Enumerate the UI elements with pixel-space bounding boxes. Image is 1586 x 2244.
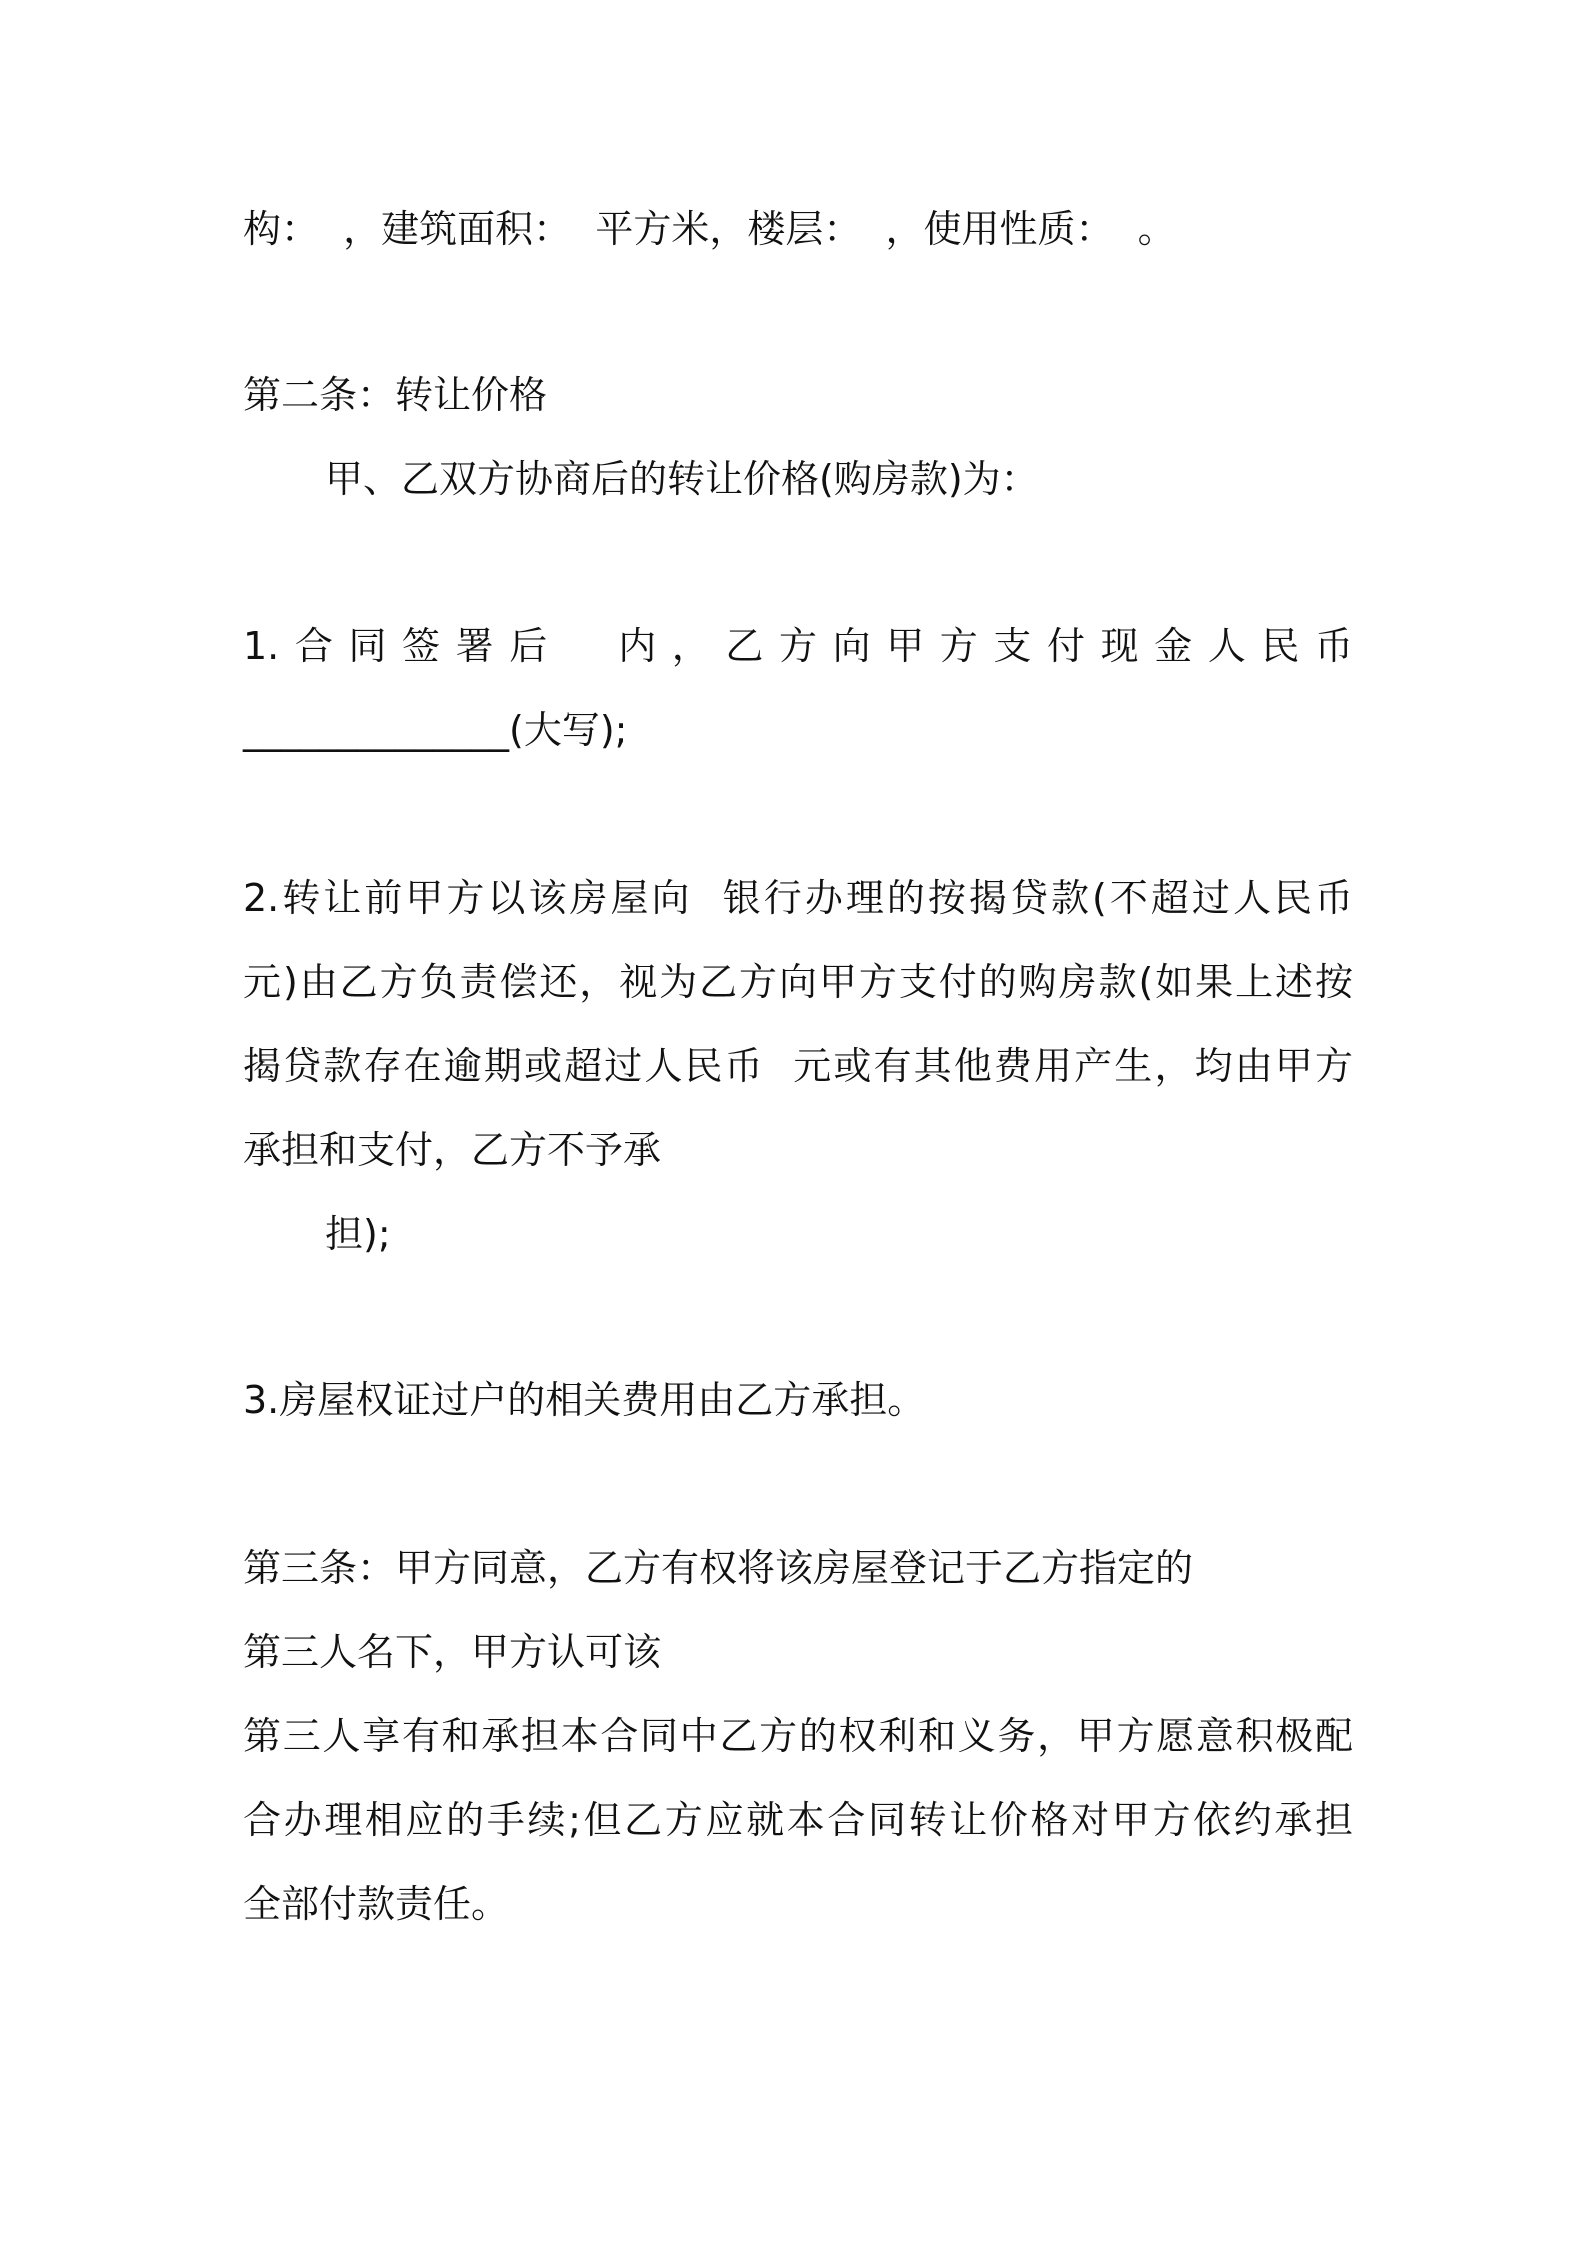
article-3-line-3: 第三人享有和承担本合同中乙方的权利和义务，甲方愿意积极配 <box>243 1714 1353 1758</box>
clause-2-line-5: 担); <box>325 1212 391 1256</box>
article-3-line-4: 合办理相应的手续;但乙方应就本合同转让价格对甲方依约承担 <box>243 1798 1353 1842</box>
clause-1-line-1: 1.合同签署后 内，乙方向甲方支付现金人民币 <box>243 624 1353 668</box>
text-line-structure-area: 构： ，建筑面积： 平方米，楼层： ，使用性质： 。 <box>243 207 1176 251</box>
clause-2-line-2: 元)由乙方负责偿还，视为乙方向甲方支付的购房款(如果上述按 <box>243 960 1353 1004</box>
clause-1-line-2: ______________(大写); <box>243 708 628 752</box>
article-2-heading: 第二条：转让价格 <box>243 373 548 417</box>
article-2-intro: 甲、乙双方协商后的转让价格(购房款)为： <box>325 457 1039 501</box>
article-3-line-5: 全部付款责任。 <box>243 1882 510 1926</box>
article-3-line-2: 第三人名下，甲方认可该 <box>243 1630 662 1674</box>
article-3-line-1: 第三条：甲方同意，乙方有权将该房屋登记于乙方指定的 <box>243 1546 1194 1590</box>
clause-2-line-1: 2.转让前甲方以该房屋向 银行办理的按揭贷款(不超过人民币 <box>243 876 1353 920</box>
clause-2-line-3: 揭贷款存在逾期或超过人民币 元或有其他费用产生，均由甲方 <box>243 1044 1353 1088</box>
clause-3: 3.房屋权证过户的相关费用由乙方承担。 <box>243 1378 926 1422</box>
clause-2-line-4: 承担和支付，乙方不予承 <box>243 1128 662 1172</box>
